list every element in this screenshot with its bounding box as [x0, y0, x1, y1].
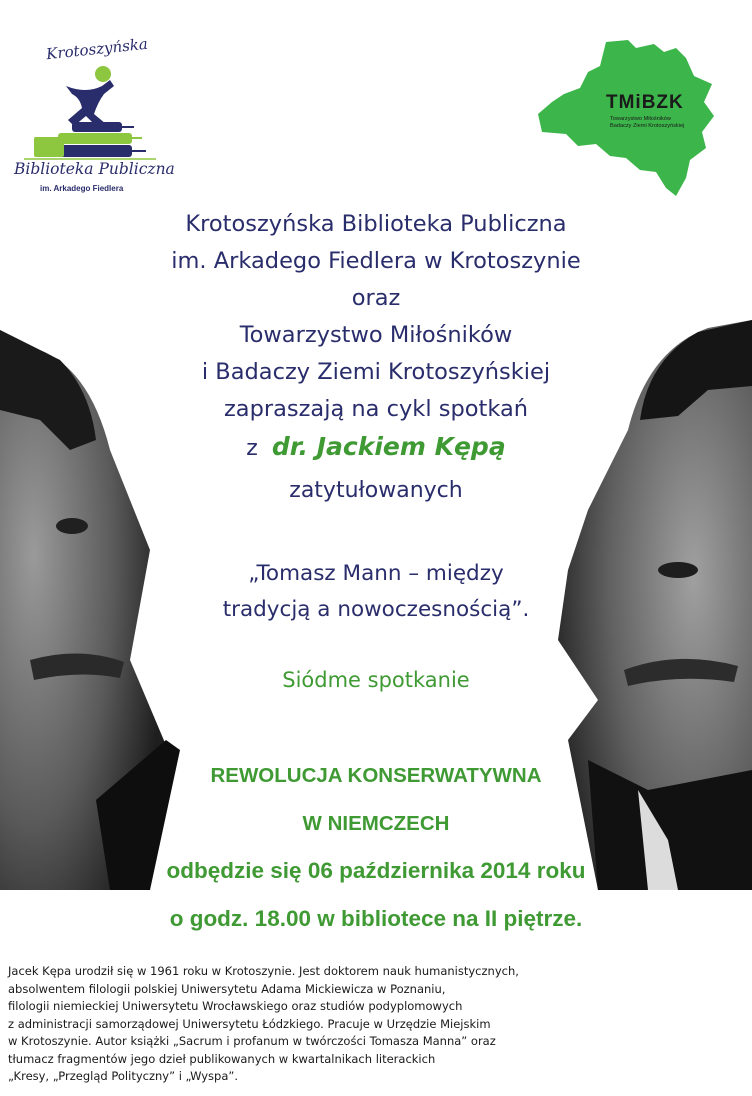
bio-line: absolwentem filologii polskiej Uniwersytetu Adama Mickiewicza w Poznaniu,	[8, 981, 446, 996]
speaker-bio	[8, 963, 748, 1086]
series-title-line: tradycją a nowoczesnością”.	[222, 597, 530, 622]
bio-line: Jacek Kępa urodził się w 1961 roku w Krotoszynie. Jest doktorem nauk humanistycznych,	[8, 964, 519, 978]
event-time-place: o godz. 18.00 w bibliotece na II piętrze.	[169, 906, 583, 931]
series-title	[0, 556, 752, 628]
library-logo	[6, 28, 178, 200]
bio-line: filologii niemieckiej Uniwersytetu Wrocławskiego oraz studiów podyplomowych	[8, 999, 463, 1013]
invitee-name: dr. Jackiem Kępą	[271, 432, 506, 461]
organizers-line: im. Arkadego Fiedlera w Krotoszynie	[171, 248, 581, 274]
invitee-prefix: z	[246, 436, 258, 461]
topic-line: REWOLUCJA KONSERWATYWNA	[210, 764, 542, 787]
invitee-line	[0, 432, 752, 461]
event-date: odbędzie się 06 października 2014 roku	[166, 858, 586, 883]
bio-line: „Kresy, „Przegląd Polityczny” i „Wyspa”.	[8, 1069, 239, 1083]
logo-arc-text: Krotoszyńska	[45, 34, 149, 64]
society-name-line: Badaczy Ziemi Krotoszyńskiej	[610, 123, 685, 129]
organizers-line: oraz	[351, 285, 401, 311]
organizers-line: Krotoszyńska Biblioteka Publiczna	[185, 211, 567, 237]
organizers-line: i Badaczy Ziemi Krotoszyńskiej	[201, 359, 551, 385]
society-logo	[536, 36, 726, 206]
titled-label: zatytułowanych	[289, 478, 463, 503]
bio-line: tłumacz fragmentów jego dzieł publikowanych w kwartalnikach literackich	[8, 1051, 436, 1066]
bio-line: z administracji samorządowej Uniwersytetu Łódzkiego. Pracuje w Urzędzie Miejskim	[8, 1016, 491, 1031]
topic-line: W NIEMCZECH	[302, 812, 450, 835]
society-abbreviation: TMiBZK	[606, 92, 684, 113]
bio-line: w Krotoszynie. Autor książki „Sacrum i profanum w twórczości Tomasza Manna” oraz	[8, 1034, 496, 1048]
society-name-line: Towarzystwo Miłośników	[610, 116, 671, 122]
organizers-line: Towarzystwo Miłośników	[239, 322, 513, 348]
organizers-text	[0, 206, 752, 428]
organizers-line: zapraszają na cykl spotkań	[223, 396, 529, 422]
logo-library-name: Biblioteka Publiczna	[14, 160, 175, 178]
logo-library-subtitle: im. Arkadego Fiedlera	[40, 184, 124, 193]
society-full-name	[610, 116, 684, 130]
series-title-line: „Tomasz Mann – między	[248, 561, 504, 586]
meeting-number: Siódme spotkanie	[282, 668, 470, 692]
